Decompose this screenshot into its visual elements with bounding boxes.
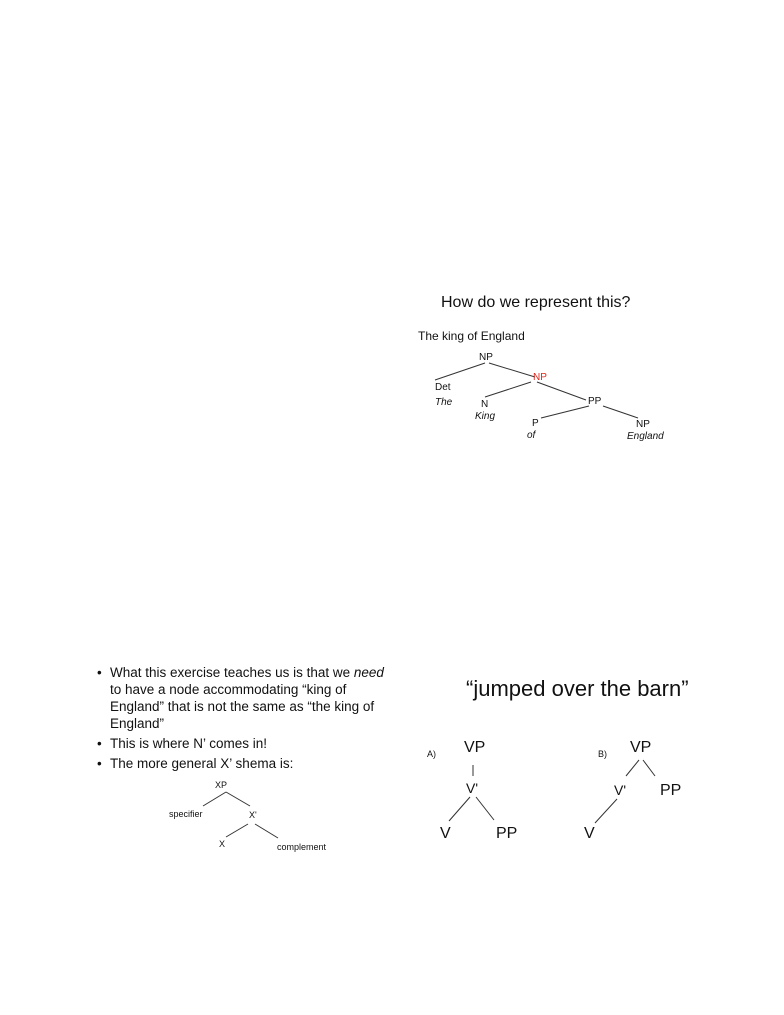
node-p: P bbox=[532, 418, 539, 429]
tree-b-pp: PP bbox=[660, 782, 682, 799]
tree-b-vbar: V' bbox=[614, 782, 627, 798]
schema-complement: complement bbox=[277, 842, 327, 852]
schema-specifier: specifier bbox=[169, 809, 203, 819]
schema-xp: XP bbox=[215, 780, 228, 790]
emphasis-need: need bbox=[353, 665, 384, 680]
tree-a-vp: VP bbox=[464, 739, 486, 756]
slide1-title: How do we represent this? bbox=[441, 294, 631, 311]
bullet-item: • This is where N’ comes in! bbox=[97, 735, 387, 752]
slide3-title: “jumped over the barn” bbox=[466, 676, 689, 701]
bullet-text: What this exercise teaches us is that we bbox=[110, 665, 354, 680]
xbar-schema-branches bbox=[203, 792, 278, 838]
tree-b-vp: VP bbox=[630, 739, 652, 756]
slide1-phrase: The king of England bbox=[418, 329, 525, 343]
word-england: England bbox=[627, 431, 664, 442]
node-np-root: NP bbox=[479, 352, 493, 363]
tree-b-label: B) bbox=[598, 749, 607, 759]
bullet-text-rest: to have a node accommodating “king of England” that is not the same as “the king of England” bbox=[110, 682, 375, 731]
word-king: King bbox=[475, 411, 496, 422]
bullet-item bbox=[97, 664, 387, 732]
tree-a-vbar: V' bbox=[466, 780, 479, 796]
node-np-leaf: NP bbox=[636, 419, 650, 430]
tree-a-pp: PP bbox=[496, 825, 518, 842]
node-det: Det bbox=[435, 382, 451, 393]
tree-b-v: V bbox=[584, 825, 595, 842]
node-pp: PP bbox=[588, 396, 602, 407]
bullet-item: • The more general X’ shema is: bbox=[97, 755, 387, 772]
bullet-list bbox=[97, 664, 387, 775]
schema-x: X bbox=[219, 839, 226, 849]
word-of: of bbox=[527, 430, 536, 441]
tree-a-label: A) bbox=[427, 749, 436, 759]
schema-xbar: X' bbox=[249, 810, 257, 820]
node-np-inner: NP bbox=[533, 372, 547, 383]
node-n: N bbox=[481, 399, 489, 410]
tree-a-v: V bbox=[440, 825, 451, 842]
word-the: The bbox=[435, 397, 453, 408]
